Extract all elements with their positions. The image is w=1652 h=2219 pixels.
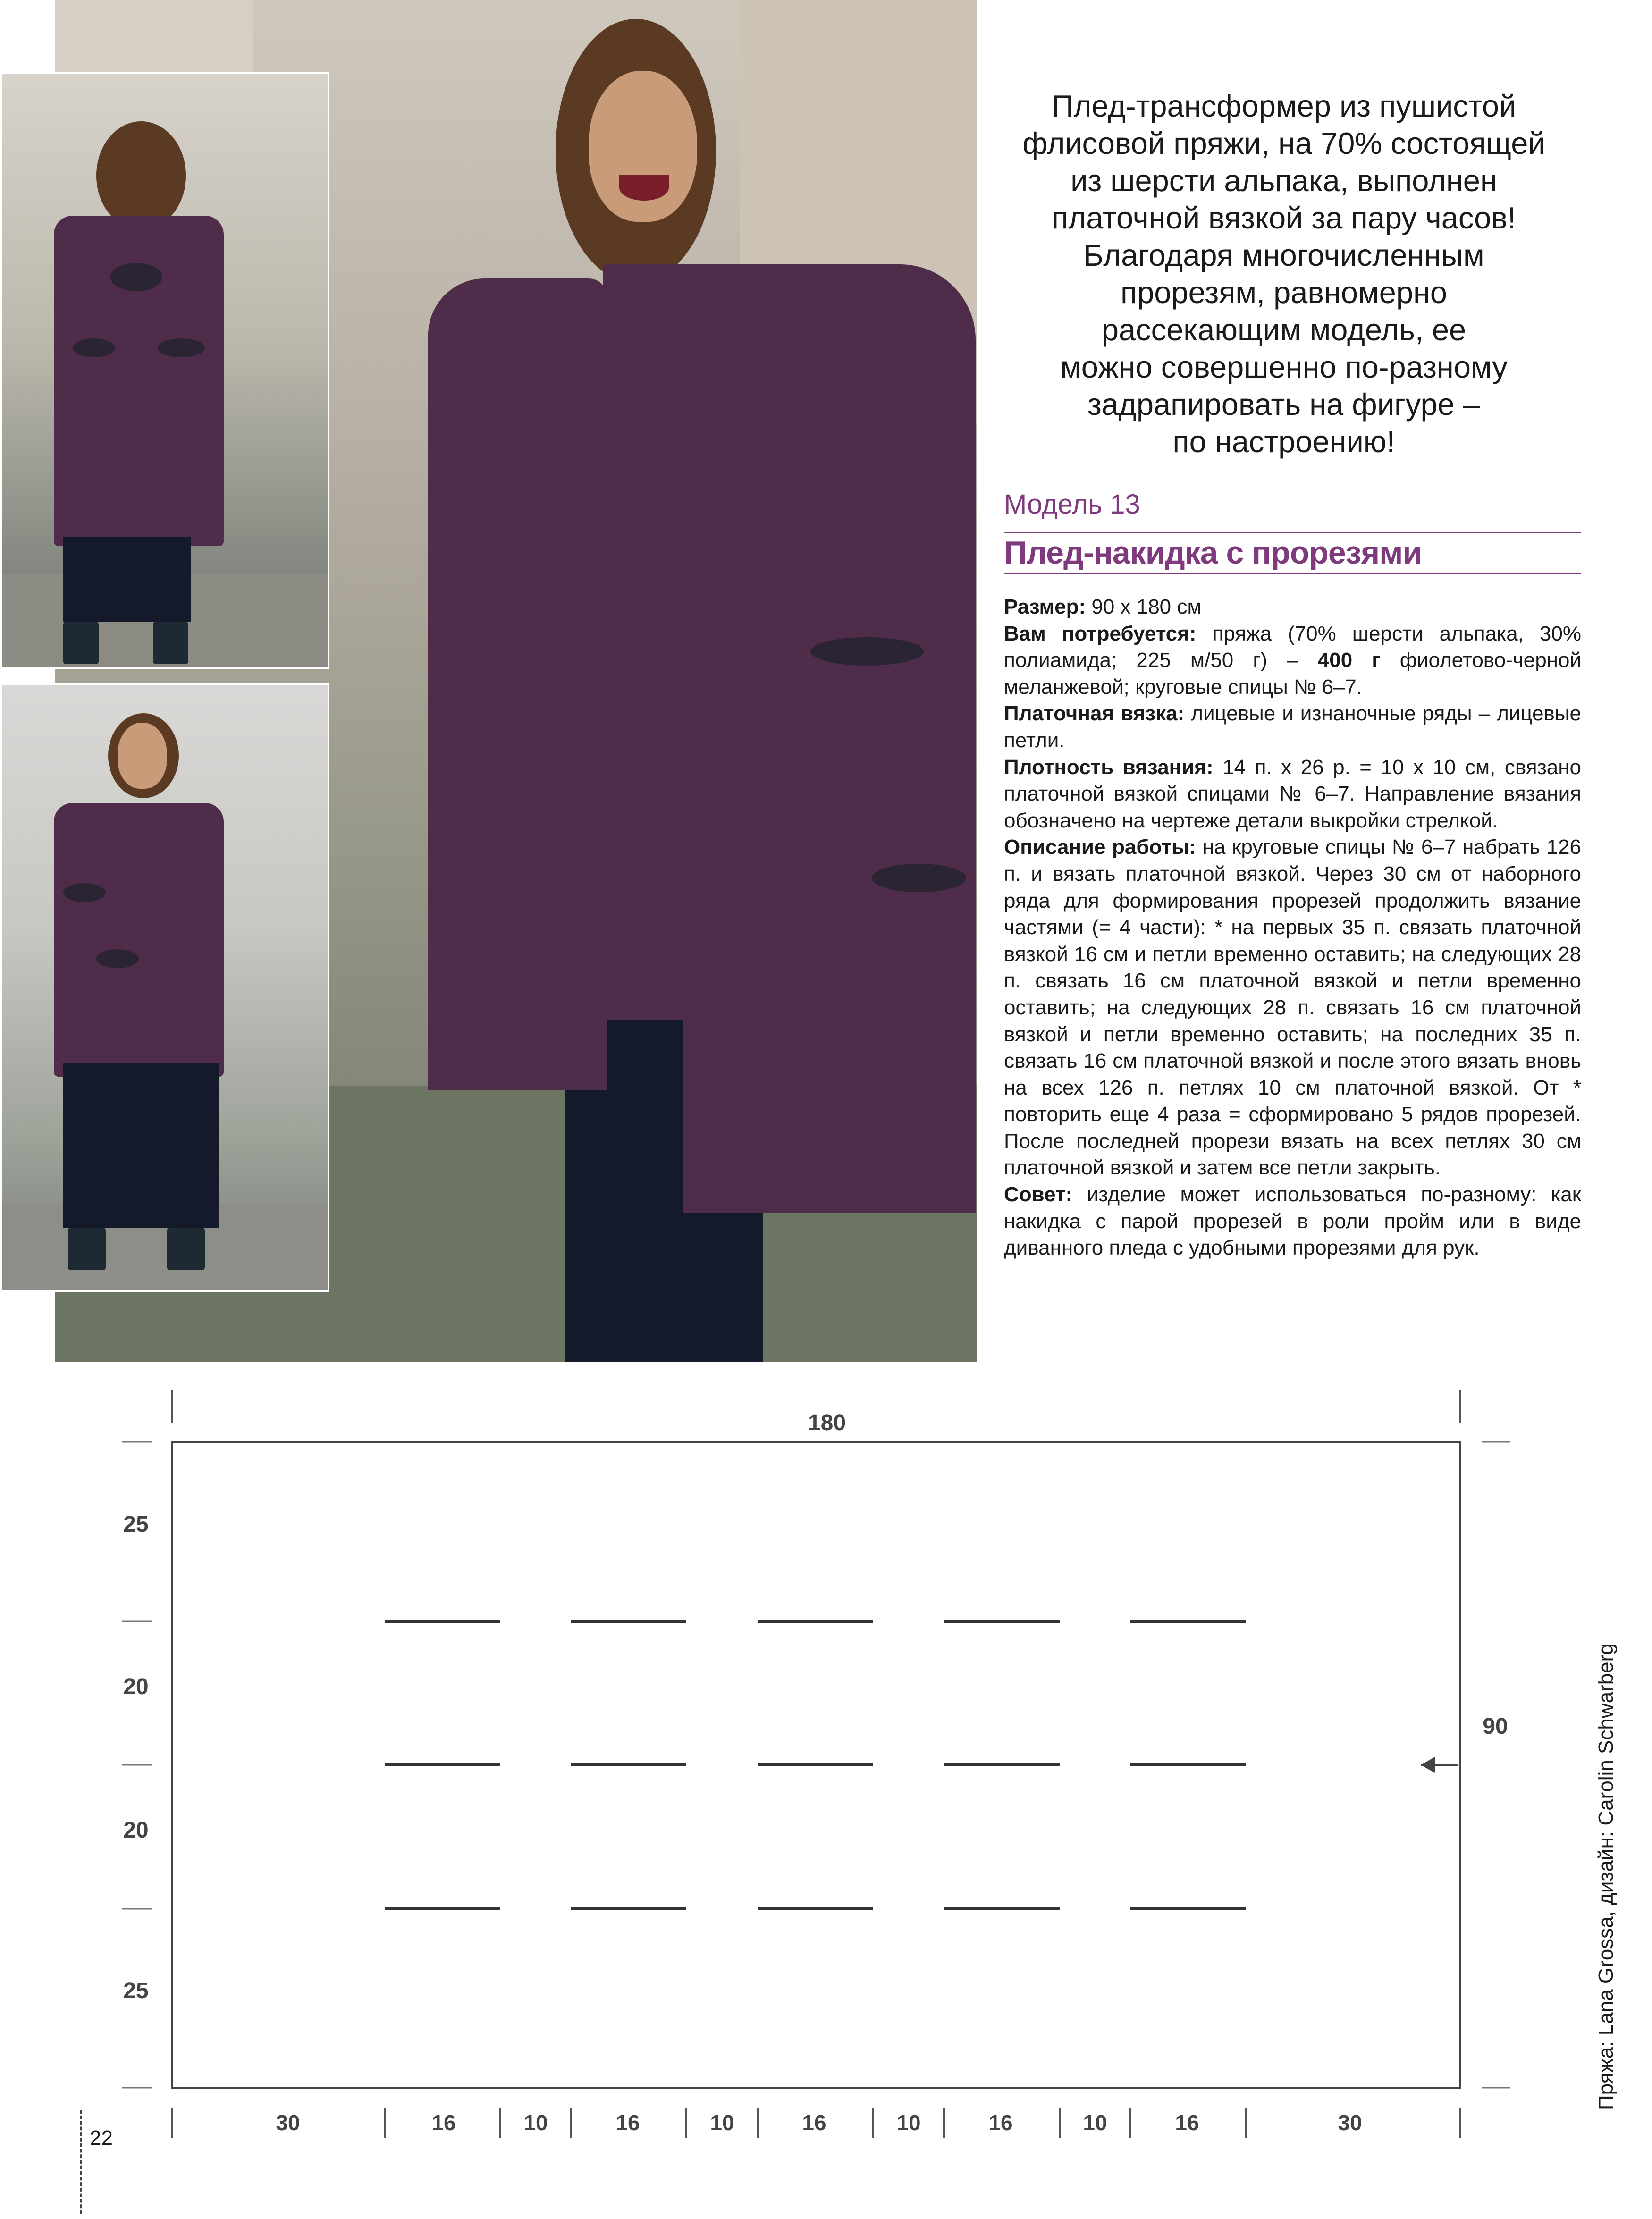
- bottom-dim-label: 10: [1083, 2110, 1107, 2135]
- title-rule: [1004, 532, 1581, 533]
- intro-line: прорезям, равномерно: [1120, 275, 1448, 310]
- left-dim-label: 25: [123, 1512, 149, 1537]
- bottom-dim-label: 30: [276, 2110, 300, 2135]
- title-rule: [1004, 573, 1581, 574]
- bottom-dim-label: 16: [988, 2110, 1013, 2135]
- shawl-slit: [96, 949, 139, 968]
- left-dim-label: 20: [123, 1674, 149, 1699]
- height-label: 90: [1483, 1714, 1508, 1739]
- bottom-dim-label: 16: [431, 2110, 456, 2135]
- shawl-slit: [73, 338, 115, 357]
- boot: [68, 1228, 106, 1270]
- boot: [153, 622, 188, 664]
- back-view-photo: [0, 72, 329, 669]
- trousers: [63, 1063, 219, 1228]
- intro-line: из шерсти альпака, выполнен: [1070, 163, 1497, 198]
- hair: [96, 121, 186, 230]
- shawl-slit: [810, 637, 924, 666]
- width-label: 180: [808, 1410, 846, 1435]
- materials-label: Вам потребуется:: [1004, 622, 1197, 645]
- pattern-schematic: [0, 1369, 1652, 2148]
- left-dim-label: 25: [123, 1978, 149, 2003]
- shawl-slit: [872, 864, 966, 892]
- shawl-worn: [54, 803, 224, 1077]
- page-title: Плед-накидка с прорезями: [1004, 535, 1422, 571]
- intro-line: можно совершенно по-разному: [1060, 350, 1508, 384]
- size-value: 90 х 180 см: [1091, 595, 1202, 618]
- materials-value: пряжа (70% шерсти альпака, 30% полиамида; 225 м/50 г) –: [1004, 622, 1581, 672]
- shawl-right-panel: [683, 264, 976, 1213]
- page-edge-mark: [80, 2110, 84, 2214]
- yarn-weight: 400 г: [1317, 649, 1381, 672]
- design-credit: Пряжа: Lana Grossa, дизайн: Carolin Schwarberg: [1594, 1643, 1618, 2110]
- bottom-dim-label: 10: [896, 2110, 921, 2135]
- shawl-slit: [63, 883, 106, 902]
- instructions: [1004, 594, 1581, 1262]
- intro-line: задрапировать на фигуре –: [1087, 387, 1481, 422]
- tip-value: изделие может использоваться по-разному: как накидка с парой прорезей в роли пройм или в виде диванного пледа с удобными прорезями для рук.: [1004, 1183, 1581, 1260]
- tip-label: Совет:: [1004, 1183, 1073, 1207]
- stitch-value: лицевые и изнаночные ряды – лицевые петли.: [1004, 702, 1581, 752]
- bottom-dim-label: 30: [1338, 2110, 1362, 2135]
- model-label: Модель 13: [1004, 489, 1140, 520]
- smile: [619, 175, 669, 201]
- intro-line: Благодаря многочисленным: [1083, 238, 1484, 272]
- description-value: на круговые спицы № 6–7 набрать 126 п. и вязать платочной вязкой. Через 30 см от наборного ряда для формирования прорезей продолжить вязание частями (= 4 части): * на первых 35 п. связать платочной вязкой 16 см и петли временно оставить; на следующих 28 п. связать 16 см платочной вязкой и петли временно оставить; на следующих 28 п. связать 16 см платочной вязкой и петли временно оставить; на последних 35 п. связать 16 см платочной вязкой и после этого вязать вновь на всех 126 п. петлях 10 см платочной вязкой. От * повторить еще 4 раза = сформировано 5 рядов прорезей. После последней прорези вязать на всех петлях 30 см платочной вязкой и затем все петли закрыть.: [1004, 835, 1581, 1180]
- bottom-dim-label: 16: [615, 2110, 640, 2135]
- size-label: Размер:: [1004, 595, 1086, 618]
- gauge-value: 14 п. х 26 р. = 10 х 10 см, связано платочной вязкой спицами № 6–7. Направление вязания обозначено на чертеже детали выкройки стрелкой.: [1004, 755, 1581, 832]
- face: [118, 723, 167, 789]
- intro-line: по настроению!: [1172, 424, 1395, 459]
- intro-line: платочной вязкой за пару часов!: [1052, 201, 1516, 235]
- gauge-label: Плотность вязания:: [1004, 755, 1214, 779]
- left-dim-label: 20: [123, 1818, 149, 1843]
- bottom-dim-label: 16: [802, 2110, 826, 2135]
- bottom-dim-label: 16: [1175, 2110, 1199, 2135]
- shawl-slit: [110, 263, 162, 291]
- shawl-left-panel: [428, 278, 607, 1090]
- materials-value: фиолетово-черной меланжевой; круговые спицы № 6–7.: [1004, 649, 1582, 699]
- shawl-slit: [158, 338, 205, 357]
- page-number: 22: [90, 2126, 113, 2150]
- stitch-label: Платочная вязка:: [1004, 702, 1185, 726]
- intro-text: [986, 87, 1581, 460]
- intro-line: Плед-трансформер из пушистой: [1051, 89, 1517, 123]
- intro-line: рассекающим модель, ее: [1101, 312, 1467, 347]
- description-label: Описание работы:: [1004, 835, 1197, 859]
- boot: [63, 622, 99, 664]
- bottom-dim-label: 10: [710, 2110, 734, 2135]
- intro-line: флисовой пряжи, на 70% состоящей: [1022, 126, 1545, 160]
- scarf-view-photo: [0, 683, 329, 1292]
- bottom-dim-label: 10: [523, 2110, 548, 2135]
- shawl-collar: [603, 264, 716, 1020]
- boot: [167, 1228, 205, 1270]
- trousers: [63, 537, 191, 622]
